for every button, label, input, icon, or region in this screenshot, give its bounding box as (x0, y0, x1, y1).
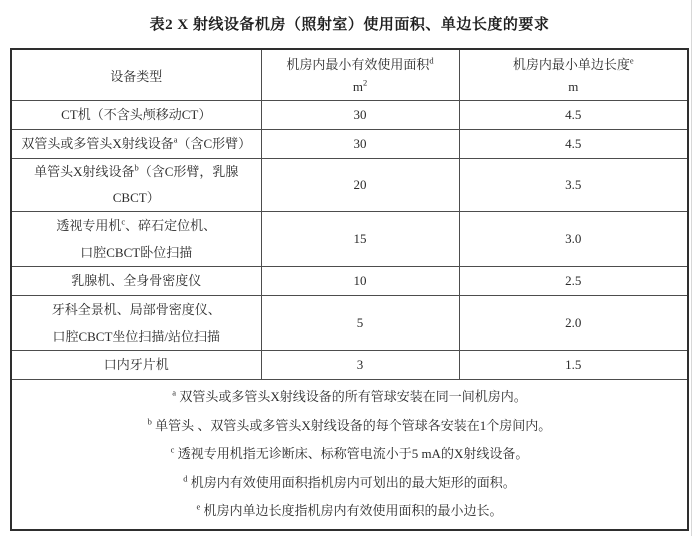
min-length-value-cell: 4.5 (459, 130, 688, 159)
header-row (11, 49, 688, 101)
min-area-value-cell: 5 (261, 296, 459, 351)
min-length-value-cell: 2.5 (459, 267, 688, 296)
table-row (11, 130, 688, 159)
table-body (11, 101, 688, 380)
min-area-value-cell: 10 (261, 267, 459, 296)
footnote-c: $^c$ 透视专用机指无诊断床、标称管电流小于5 mA的X射线设备。 (170, 444, 529, 462)
device-type-header-label: 设备类型 (110, 68, 163, 84)
min-length-header-label: 机房内最小单边长度$^e$ (512, 55, 634, 72)
device-line: 牙科全景机、局部骨密度仪、 (51, 302, 221, 317)
footnote-marker-a: a (173, 134, 178, 145)
device-type-cell (11, 267, 261, 296)
xray-room-requirements-table (10, 48, 689, 531)
footnote-marker-a: a (172, 387, 177, 398)
device-type-cell (11, 159, 261, 212)
footnote-marker-e: e (196, 501, 201, 512)
table-row (11, 159, 688, 212)
table-row (11, 267, 688, 296)
footnote-marker-b: b (147, 416, 152, 427)
footnote-a: $^a$ 双管头或多管头X射线设备的所有管球安装在同一间机房内。 (172, 387, 527, 405)
table-header (11, 49, 688, 101)
min-area-unit: $m^2$ (352, 77, 368, 94)
column-header-min-length (459, 49, 688, 101)
footnotes-row (11, 380, 688, 531)
device-line: 乳腺机、全身骨密度仪 (71, 273, 202, 288)
min-area-value-cell: 30 (261, 101, 459, 130)
table-row (11, 296, 688, 351)
column-header-device (11, 49, 261, 101)
device-type-cell (11, 101, 261, 130)
scan-edge-artifact (691, 0, 692, 536)
device-line: 口腔CBCT卧位扫描 (80, 245, 193, 260)
footnote-b: $^b$ 单管头 、双管头或多管头X射线设备的每个管球各安装在1个房间内。 (147, 416, 552, 433)
footnote-d: $^d$ 机房内有效使用面积指机房内可划出的最大矩形的面积。 (183, 473, 516, 490)
footnote-marker-e: e (629, 55, 634, 66)
squared-exponent: 2 (362, 77, 368, 88)
min-length-value-cell: 3.5 (459, 159, 688, 212)
footnote-marker-b: b (134, 162, 139, 173)
table-title: 表2 X 射线设备机房（照射室）使用面积、单边长度的要求 (149, 17, 550, 33)
table-row (11, 351, 688, 380)
device-line: 口腔CBCT坐位扫描/站位扫描 (52, 329, 221, 344)
footnote-e: $^e$ 机房内单边长度指机房内有效使用面积的最小边长。 (196, 501, 503, 519)
min-area-header-label: 机房内最小有效使用面积$^d$ (286, 55, 434, 72)
footnote-marker-c: c (121, 216, 126, 227)
min-length-value-cell: 3.0 (459, 212, 688, 267)
table-row (11, 101, 688, 130)
min-area-value-cell: 15 (261, 212, 459, 267)
min-area-value-cell: 30 (261, 130, 459, 159)
device-type-cell (11, 212, 261, 267)
table-footnotes-section (11, 380, 688, 531)
device-type-cell (11, 130, 261, 159)
min-length-value-cell: 4.5 (459, 101, 688, 130)
footnote-marker-d: d (183, 473, 188, 484)
table-row (11, 212, 688, 267)
footnotes-cell (11, 380, 688, 531)
footnote-marker-d: d (429, 55, 434, 66)
footnote-marker-c: c (170, 444, 175, 455)
device-line: 双管头或多管头X射线设备$^a$（含C形臂） (21, 134, 252, 151)
device-line: 单管头X射线设备$^b$（含C形臂，乳腺CBCT） (34, 162, 239, 205)
min-area-value-cell: 3 (261, 351, 459, 380)
min-length-unit: m (568, 78, 579, 94)
device-type-cell (11, 296, 261, 351)
device-type-cell (11, 351, 261, 380)
min-area-value-cell: 20 (261, 159, 459, 212)
column-header-min-area (261, 49, 459, 101)
device-line: 透视专用机$^c$、碎石定位机、 (56, 216, 217, 233)
device-line: CT机（不含头颅移动CT） (61, 107, 212, 122)
min-length-value-cell: 2.0 (459, 296, 688, 351)
min-length-value-cell: 1.5 (459, 351, 688, 380)
device-line: 口内牙片机 (103, 357, 169, 372)
